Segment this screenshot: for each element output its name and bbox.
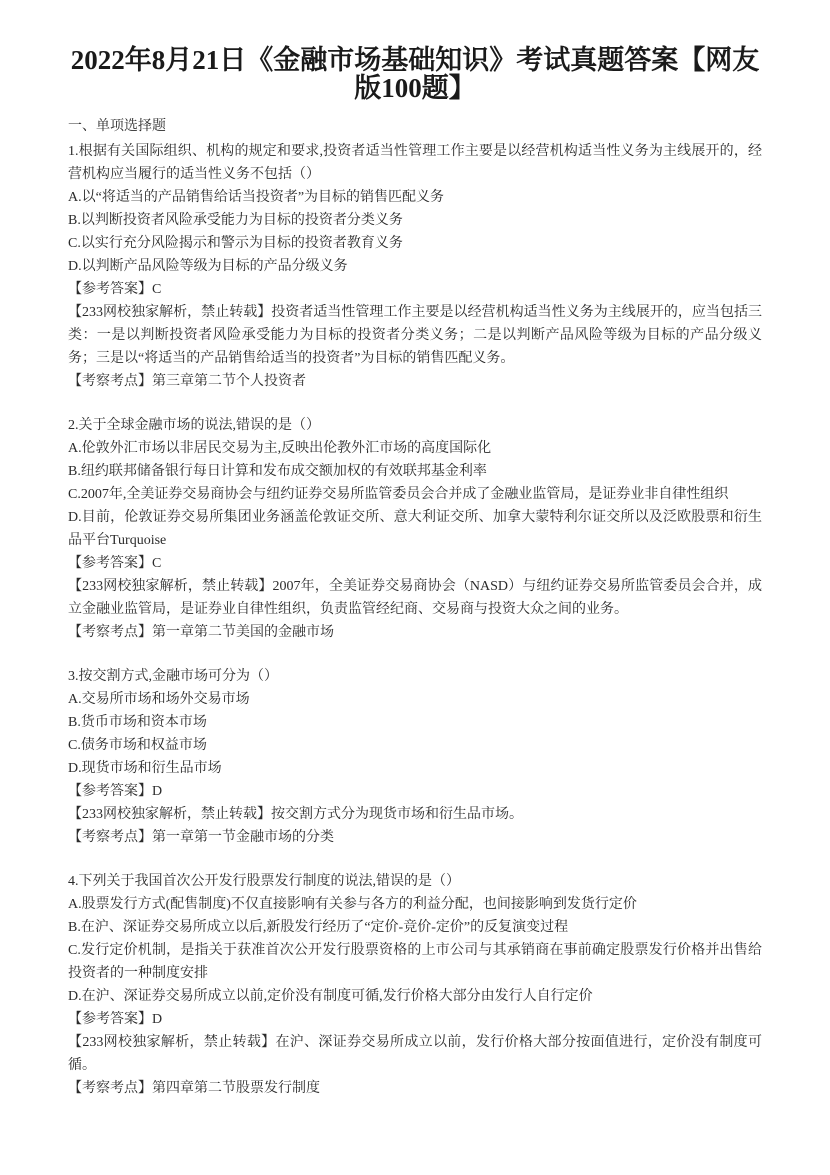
- option-a: A.以“将适当的产品销售给话当投资者”为目标的销售匹配义务: [68, 189, 445, 205]
- option-d: D.以判断产品风险等级为目标的产品分级义务: [68, 258, 348, 274]
- option-b: B.以判断投资者风险承受能力为目标的投资者分类义务: [68, 212, 403, 228]
- document-title: 2022年8月21日《金融市场基础知识》考试真题答案【网友版100题】: [70, 45, 760, 104]
- analysis-text: 【233网校独家解析，禁止转载】按交割方式分为现货市场和衍生品市场。: [68, 806, 523, 822]
- question-stem: 1.根据有关国际组织、机构的规定和要求,投资者适当性管理工作主要是以经营机构适当性义务为主线展开的，经营机构应当履行的适当性义务不包括（）: [68, 143, 762, 182]
- option-b: B.货币市场和资本市场: [68, 714, 207, 730]
- option-d: D.目前，伦敦证券交易所集团业务涵盖伦敦证交所、意大利证交所、加拿大蒙特利尔证交所以及泛欧股票和衍生品平台Turquoise: [68, 509, 762, 548]
- option-c: C.债务市场和权益市场: [68, 737, 207, 753]
- reference-answer: 【参考答案】D: [68, 1011, 163, 1027]
- question-block-3: [68, 665, 762, 849]
- option-d: D.现货市场和衍生品市场: [68, 760, 222, 776]
- reference-answer: 【参考答案】C: [68, 281, 162, 297]
- option-d: D.在沪、深证券交易所成立以前,定价没有制度可循,发行价格大部分由发行人自行定价: [68, 988, 593, 1004]
- option-c: C.2007年,全美证券交易商协会与纽约证券交易所监管委员会合并成了金融业监管局，是证券业非自律性组织: [68, 486, 729, 502]
- question-stem: 3.按交割方式,金融市场可分为（）: [68, 668, 278, 684]
- exam-point: 【考察考点】第三章第二节个人投资者: [68, 373, 306, 389]
- question-block-2: [68, 414, 762, 644]
- option-c: C.发行定价机制，是指关于获准首次公开发行股票资格的上市公司与其承销商在事前确定股票发行价格并出售给投资者的一种制度安排: [68, 942, 762, 981]
- exam-point: 【考察考点】第一章第一节金融市场的分类: [68, 829, 334, 845]
- option-c: C.以实行充分风险揭示和警示为目标的投资者教育义务: [68, 235, 403, 251]
- option-a: A.交易所市场和场外交易市场: [68, 691, 250, 707]
- question-block-4: [68, 870, 762, 1100]
- analysis-text: 【233网校独家解析，禁止转载】投资者适当性管理工作主要是以经营机构适当性义务为主线展开的，应当包括三类：一是以判断投资者风险承受能力为目标的投资者分类义务；二是以判断产品风险等级为目标的产品分级义务；三是以“将适当的产品销售给适当的投资者”为目标的销售匹配义务。: [68, 304, 762, 366]
- question-stem: 4.下列关于我国首次公开发行股票发行制度的说法,错误的是（）: [68, 873, 460, 889]
- exam-point: 【考察考点】第四章第二节股票发行制度: [68, 1080, 320, 1096]
- option-a: A.伦敦外汇市场以非居民交易为主,反映出伦教外汇市场的高度国际化: [68, 440, 492, 456]
- question-block-1: [68, 140, 762, 393]
- exam-point: 【考察考点】第一章第二节美国的金融市场: [68, 624, 334, 640]
- analysis-text: 【233网校独家解析，禁止转载】2007年，全美证券交易商协会（NASD）与纽约证券交易所监管委员会合并，成立金融业监管局，是证券业自律性组织，负责监管经纪商、交易商与投资大众之间的业务。: [68, 578, 762, 617]
- reference-answer: 【参考答案】C: [68, 555, 162, 571]
- question-list: [68, 140, 762, 1100]
- option-b: B.纽约联邦储备银行每日计算和发布成交额加权的有效联邦基金利率: [68, 463, 487, 479]
- question-stem: 2.关于全球金融市场的说法,错误的是（）: [68, 417, 320, 433]
- option-b: B.在沪、深证券交易所成立以后,新股发行经历了“定价-竞价-定价”的反复演变过程: [68, 919, 569, 935]
- analysis-text: 【233网校独家解析，禁止转载】在沪、深证券交易所成立以前，发行价格大部分按面值进行，定价没有制度可循。: [68, 1034, 762, 1073]
- section-heading: 一、单项选择题: [68, 118, 166, 134]
- reference-answer: 【参考答案】D: [68, 783, 163, 799]
- option-a: A.股票发行方式(配售制度)不仅直接影响有关参与各方的利益分配，也间接影响到发货行定价: [68, 896, 637, 912]
